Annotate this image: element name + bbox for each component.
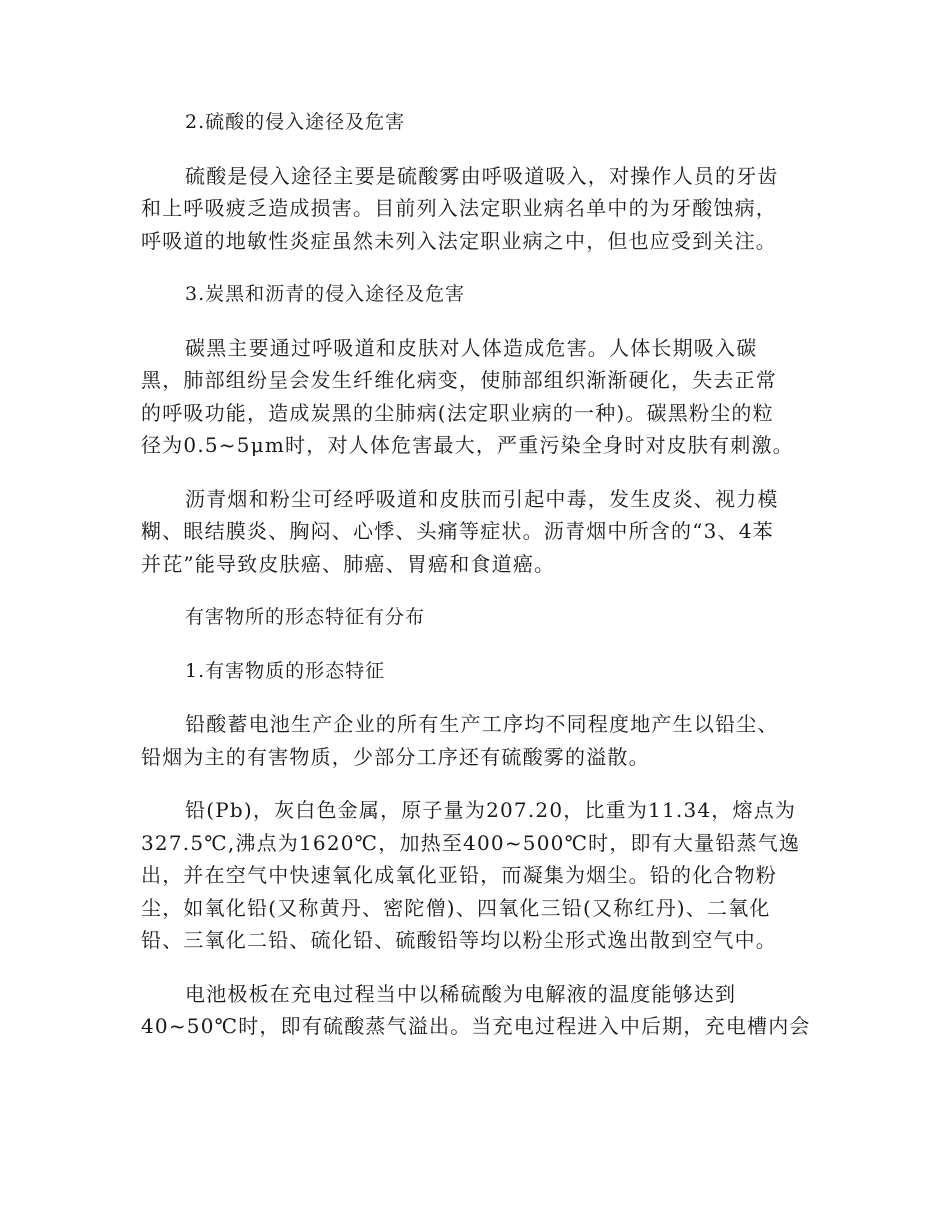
paragraph-gap: [141, 580, 806, 601]
text-line: 糊、眼结膜炎、胸闷、心悸、头痛等症状。沥青烟中所含的“3、4苯: [141, 519, 774, 543]
paragraph-sulfuric-acid-hazard: [141, 160, 806, 258]
text-line: 铅(Pb)，灰白色金属，原子量为207.20，比重为11.34，熔点为: [185, 798, 797, 822]
text-line: 铅烟为主的有害物质，少部分工序还有硫酸雾的溢散。: [141, 744, 650, 769]
paragraph-asphalt-fumes: [141, 483, 806, 581]
text-line: 327.5℃,沸点为1620℃，加热至400~500℃时，即有大量铅蒸气逸: [141, 830, 801, 855]
heading-carbon-black-asphalt: [141, 278, 806, 311]
heading-line: 3.炭黑和沥青的侵入途径及危害: [185, 283, 466, 305]
text-line: 铅、三氧化二铅、硫化铅、硫酸铅等均以粉尘形式逸出散到空气中。: [141, 928, 777, 952]
paragraph-gap: [141, 634, 806, 655]
text-line: 沥青烟和粉尘可经呼吸道和皮肤而引起中毒，发生皮炎、视力模: [185, 486, 779, 511]
heading-hazard-morphology: [141, 655, 806, 688]
text-line: 并芘”能导致皮肤癌、肺癌、胃癌和食道癌。: [141, 551, 556, 576]
heading-hazard-distribution: [141, 601, 806, 634]
paragraph-gap: [141, 957, 806, 978]
heading-sulfuric-acid: [141, 106, 806, 139]
paragraph-charging-process: [141, 978, 811, 1043]
text-line: 40~50℃时，即有硫酸蒸气溢出。当充电过程进入中后期，充电槽内会: [141, 1014, 811, 1038]
text-line: 碳黑主要通过呼吸道和皮肤对人体造成危害。人体长期吸入碳: [185, 335, 758, 360]
text-line: 径为0.5~5μm时，对人体危害最大，严重污染全身时对皮肤有刺激。: [141, 433, 794, 457]
text-line: 黑，肺部组纷呈会发生纤维化病变，使肺部组织渐渐硬化，失去正常: [141, 368, 777, 392]
paragraph-gap: [141, 773, 806, 794]
paragraph-gap: [141, 462, 806, 483]
paragraph-lead-battery-production: [141, 708, 806, 773]
heading-line: 2.硫酸的侵入途径及危害: [185, 111, 406, 133]
heading-line: 有害物所的形态特征有分布: [185, 606, 426, 628]
text-line: 尘，如氧化铅(又称黄丹、密陀僧)、四氧化三铅(又称红丹)、二氧化: [141, 895, 771, 920]
paragraph-gap: [141, 311, 806, 332]
text-line: 和上呼吸疲乏造成损害。目前列入法定职业病名单中的为牙酸蚀病，: [141, 196, 777, 220]
paragraph-gap: [141, 257, 806, 278]
text-line: 出，并在空气中快速氧化成氧化亚铅，而凝集为烟尘。铅的化合物粉: [141, 863, 777, 887]
paragraph-lead-properties: [141, 794, 806, 957]
text-line: 硫酸是侵入途径主要是硫酸雾由呼吸道吸入，对操作人员的牙齿: [185, 163, 779, 188]
paragraph-gap: [141, 687, 806, 708]
text-line: 的呼吸功能，造成炭黑的尘肺病(法定职业病的一种)。碳黑粉尘的粒: [141, 400, 774, 425]
text-line: 电池极板在充电过程当中以稀硫酸为电解液的温度能够达到: [185, 981, 737, 1006]
text-line: 呼吸道的地敏性炎症虽然未列入法定职业病之中，但也应受到关注。: [141, 228, 777, 253]
document-body: [141, 106, 811, 1043]
heading-line: 1.有害物质的形态特征: [185, 659, 386, 682]
paragraph-gap: [141, 139, 806, 160]
text-line: 铅酸蓄电池生产企业的所有生产工序均不同程度地产生以铅尘、: [185, 712, 779, 736]
paragraph-carbon-black: [141, 332, 806, 462]
